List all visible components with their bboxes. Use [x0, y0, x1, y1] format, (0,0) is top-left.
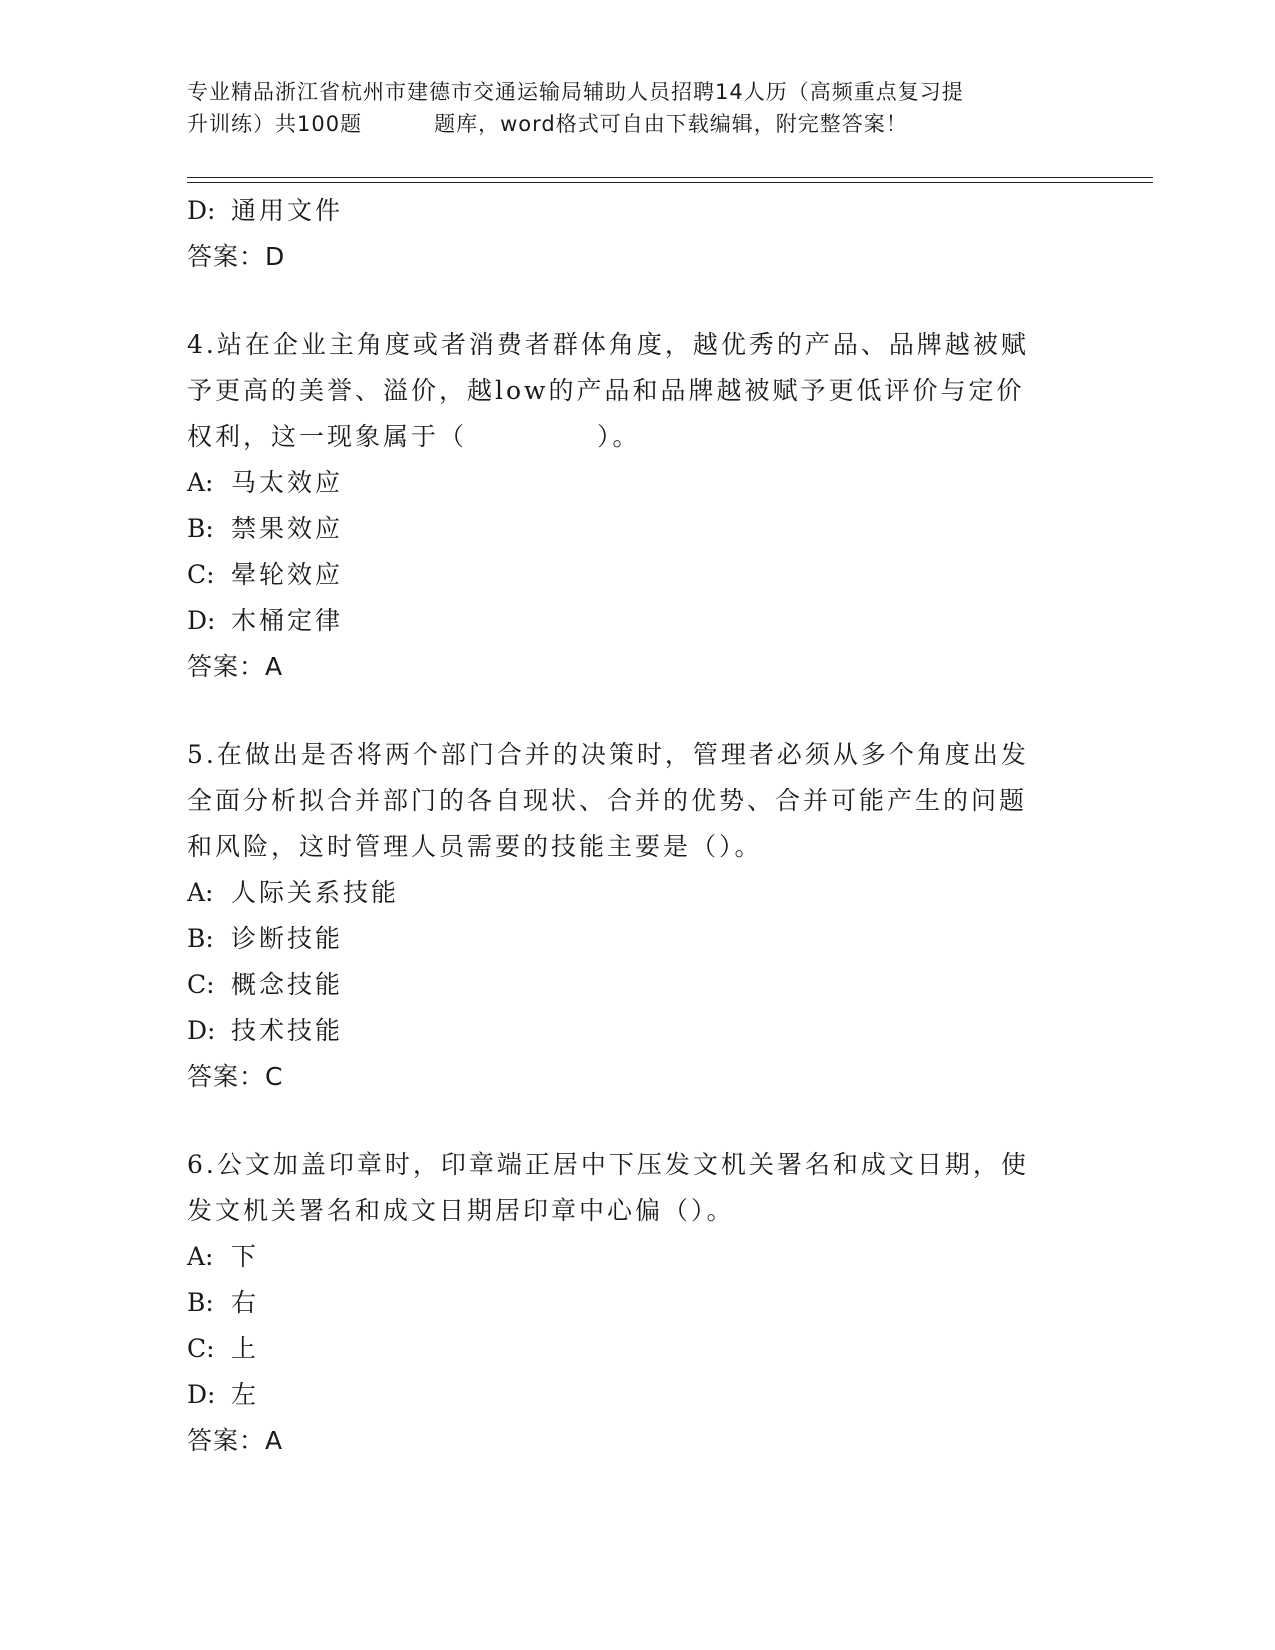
option-row [187, 598, 1087, 644]
question-stem [187, 1142, 1087, 1234]
answer-line: 答案：D [187, 242, 286, 271]
header-line-2-part-b: 题库，word格式可自由下载编辑，附完整答案！ [434, 112, 908, 136]
option-label: B: [187, 1288, 214, 1317]
option-row [187, 1372, 1087, 1418]
header-line-2-part-a: 升训练）共100题 [187, 112, 363, 136]
option-label: C: [187, 560, 215, 589]
option-text: 人际关系技能 [231, 878, 400, 907]
question-line: 全面分析拟合并部门的各自现状、合并的优势、合并可能产生的问题 [187, 786, 1028, 815]
option-row [187, 1326, 1087, 1372]
option-row [187, 188, 1087, 234]
option-label: A: [187, 878, 214, 907]
option-text: 诊断技能 [231, 924, 344, 953]
question-line: 予更高的美誉、溢价，越low的产品和品牌越被赋予更低评价与定价 [187, 376, 1025, 405]
option-label: D: [187, 1380, 216, 1409]
option-text: 马太效应 [231, 468, 344, 497]
question-line: 和风险，这时管理人员需要的技能主要是（）。 [187, 832, 763, 861]
document-body [187, 188, 1087, 1464]
header-line-1: 专业精品浙江省杭州市建德市交通运输局辅助人员招聘14人历（高频重点复习提 [187, 80, 964, 104]
option-text: 通用文件 [231, 196, 344, 225]
question-line-part: ）。 [597, 422, 641, 451]
option-text: 禁果效应 [231, 514, 344, 543]
option-label: A: [187, 468, 214, 497]
option-text: 下 [231, 1242, 260, 1271]
option-label: D: [187, 1016, 216, 1045]
document-header [187, 76, 1087, 140]
question-line: 6.公文加盖印章时，印章端正居中下压发文机关署名和成文日期，使 [187, 1150, 1029, 1179]
option-label: A: [187, 1242, 214, 1271]
option-label: B: [187, 514, 214, 543]
answer-line: 答案：C [187, 1062, 284, 1091]
option-text: 上 [231, 1334, 260, 1363]
option-label: B: [187, 924, 214, 953]
option-row [187, 1280, 1087, 1326]
header-divider-bottom [187, 182, 1153, 183]
option-label: D: [187, 196, 216, 225]
option-label: C: [187, 970, 215, 999]
question-stem [187, 322, 1087, 460]
option-row [187, 1008, 1087, 1054]
question-line: 5.在做出是否将两个部门合并的决策时，管理者必须从多个角度出发 [187, 740, 1029, 769]
option-text: 木桶定律 [231, 606, 344, 635]
option-row [187, 870, 1087, 916]
header-divider-top [187, 177, 1153, 178]
option-label: D: [187, 606, 216, 635]
option-label: C: [187, 1334, 215, 1363]
option-text: 概念技能 [231, 970, 344, 999]
option-text: 右 [231, 1288, 260, 1317]
question-line: 发文机关署名和成文日期居印章中心偏（）。 [187, 1196, 735, 1225]
option-text: 左 [231, 1380, 260, 1409]
option-text: 技术技能 [231, 1016, 344, 1045]
answer-line: 答案：A [187, 1426, 284, 1455]
option-row [187, 506, 1087, 552]
option-row [187, 916, 1087, 962]
option-row [187, 962, 1087, 1008]
question-line: 4.站在企业主角度或者消费者群体角度，越优秀的产品、品牌越被赋 [187, 330, 1029, 359]
question-stem [187, 732, 1087, 870]
answer-line: 答案：A [187, 652, 284, 681]
question-line-part: 权利，这一现象属于（ [187, 422, 468, 451]
option-row [187, 460, 1087, 506]
option-text: 晕轮效应 [231, 560, 344, 589]
option-row [187, 552, 1087, 598]
option-row [187, 1234, 1087, 1280]
question-line [187, 414, 1087, 460]
header-line-2 [187, 108, 1087, 140]
